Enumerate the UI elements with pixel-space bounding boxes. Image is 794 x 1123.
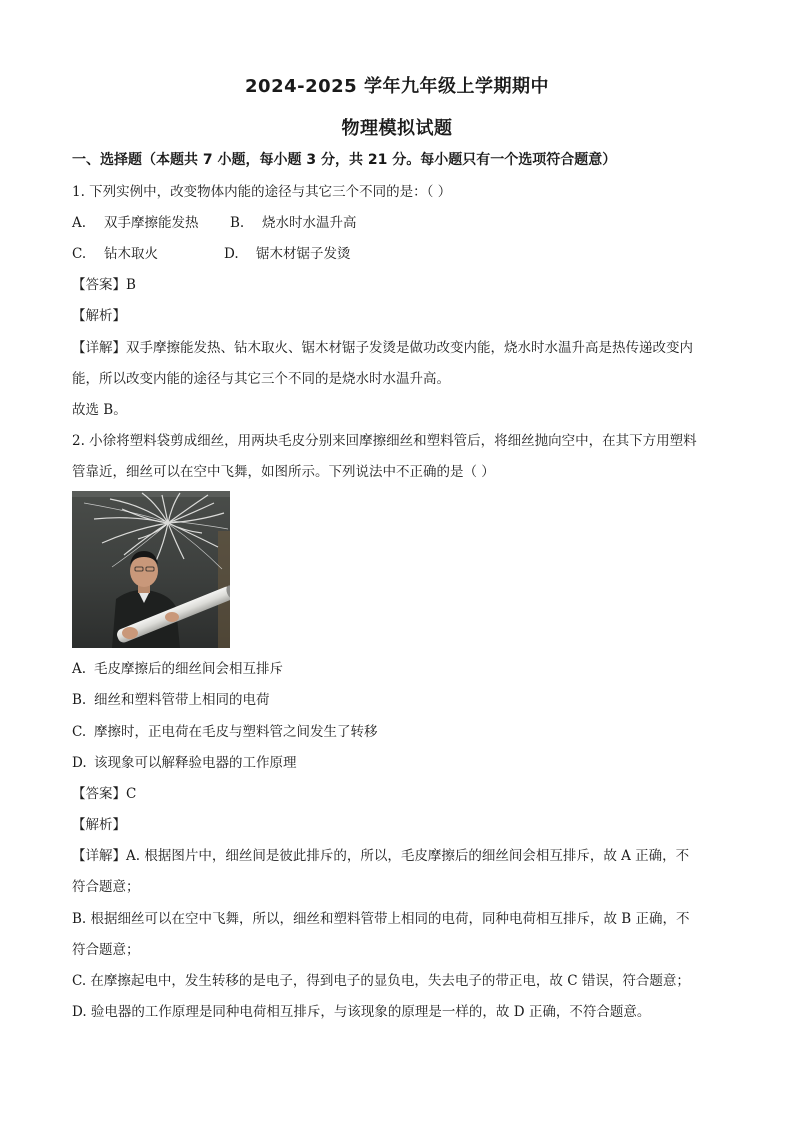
- q1-conclusion: 故选 B。: [72, 402, 127, 418]
- q1-detail-line-1: 【详解】双手摩擦能发热、钻木取火、锯木材锯子发烫是做功改变内能，烧水时水温升高是热传递改变内: [72, 340, 693, 356]
- q2-option-c: C. 摩擦时，正电荷在毛皮与塑料管之间发生了转移: [72, 724, 378, 740]
- q2-option-a: A. 毛皮摩擦后的细丝间会相互排斥: [72, 661, 283, 677]
- q2-detail-line-2: 符合题意；: [72, 879, 140, 895]
- q2-analysis-label: 【解析】: [72, 817, 126, 833]
- q2-detail-line-4: 符合题意；: [72, 942, 140, 958]
- q2-stem-line-1: 2. 小徐将塑料袋剪成细丝，用两块毛皮分别来回摩擦细丝和塑料管后，将细丝抛向空中，在其下方用塑料: [72, 433, 697, 449]
- q2-stem-line-2: 管靠近，细丝可以在空中飞舞，如图所示。下列说法中不正确的是（ ）: [72, 464, 495, 480]
- q1-options-row-1: [72, 213, 732, 233]
- q1-detail-line-2: 能，所以改变内能的途径与其它三个不同的是烧水时水温升高。: [72, 371, 450, 387]
- q2-option-b: B. 细丝和塑料管带上相同的电荷: [72, 692, 270, 708]
- q2-detail-line-3: B. 根据细丝可以在空中飞舞，所以，细丝和塑料管带上相同的电荷，同种电荷相互排斥，故 B 正确，不: [72, 911, 690, 927]
- exam-subtitle: 物理模拟试题: [341, 118, 453, 139]
- section-heading: 一、选择题（本题共 7 小题，每小题 3 分，共 21 分。每小题只有一个选项符合题意）: [72, 152, 617, 168]
- q1-option-c: C. 钻木取火: [72, 246, 158, 262]
- q1-option-d: D. 锯木材锯子发烫: [224, 246, 351, 262]
- q1-stem: 1. 下列实例中，改变物体内能的途径与其它三个不同的是：（ ）: [72, 184, 452, 200]
- q2-detail-line-6: D. 验电器的工作原理是同种电荷相互排斥，与该现象的原理是一样的，故 D 正确，不符合题意。: [72, 1004, 651, 1020]
- q2-option-d: D. 该现象可以解释验电器的工作原理: [72, 755, 297, 771]
- q1-options-row-2: [72, 244, 732, 264]
- q1-option-a: A. 双手摩擦能发热: [72, 215, 199, 231]
- q2-detail-line-5: C. 在摩擦起电中，发生转移的是电子，得到电子的显负电，失去电子的带正电，故 C 错误，符合题意；: [72, 973, 690, 989]
- exam-title: 2024-2025 学年九年级上学期期中: [245, 76, 549, 97]
- q1-answer: 【答案】B: [72, 277, 136, 293]
- q1-analysis-label: 【解析】: [72, 308, 126, 324]
- q1-option-b: B. 烧水时水温升高: [230, 215, 357, 231]
- electrostatic-demo-photo: [72, 491, 230, 648]
- q2-answer: 【答案】C: [72, 786, 137, 802]
- q2-detail-line-1: 【详解】A. 根据图片中，细丝间是彼此排斥的，所以，毛皮摩擦后的细丝间会相互排斥，故 A 正确，不: [72, 848, 690, 864]
